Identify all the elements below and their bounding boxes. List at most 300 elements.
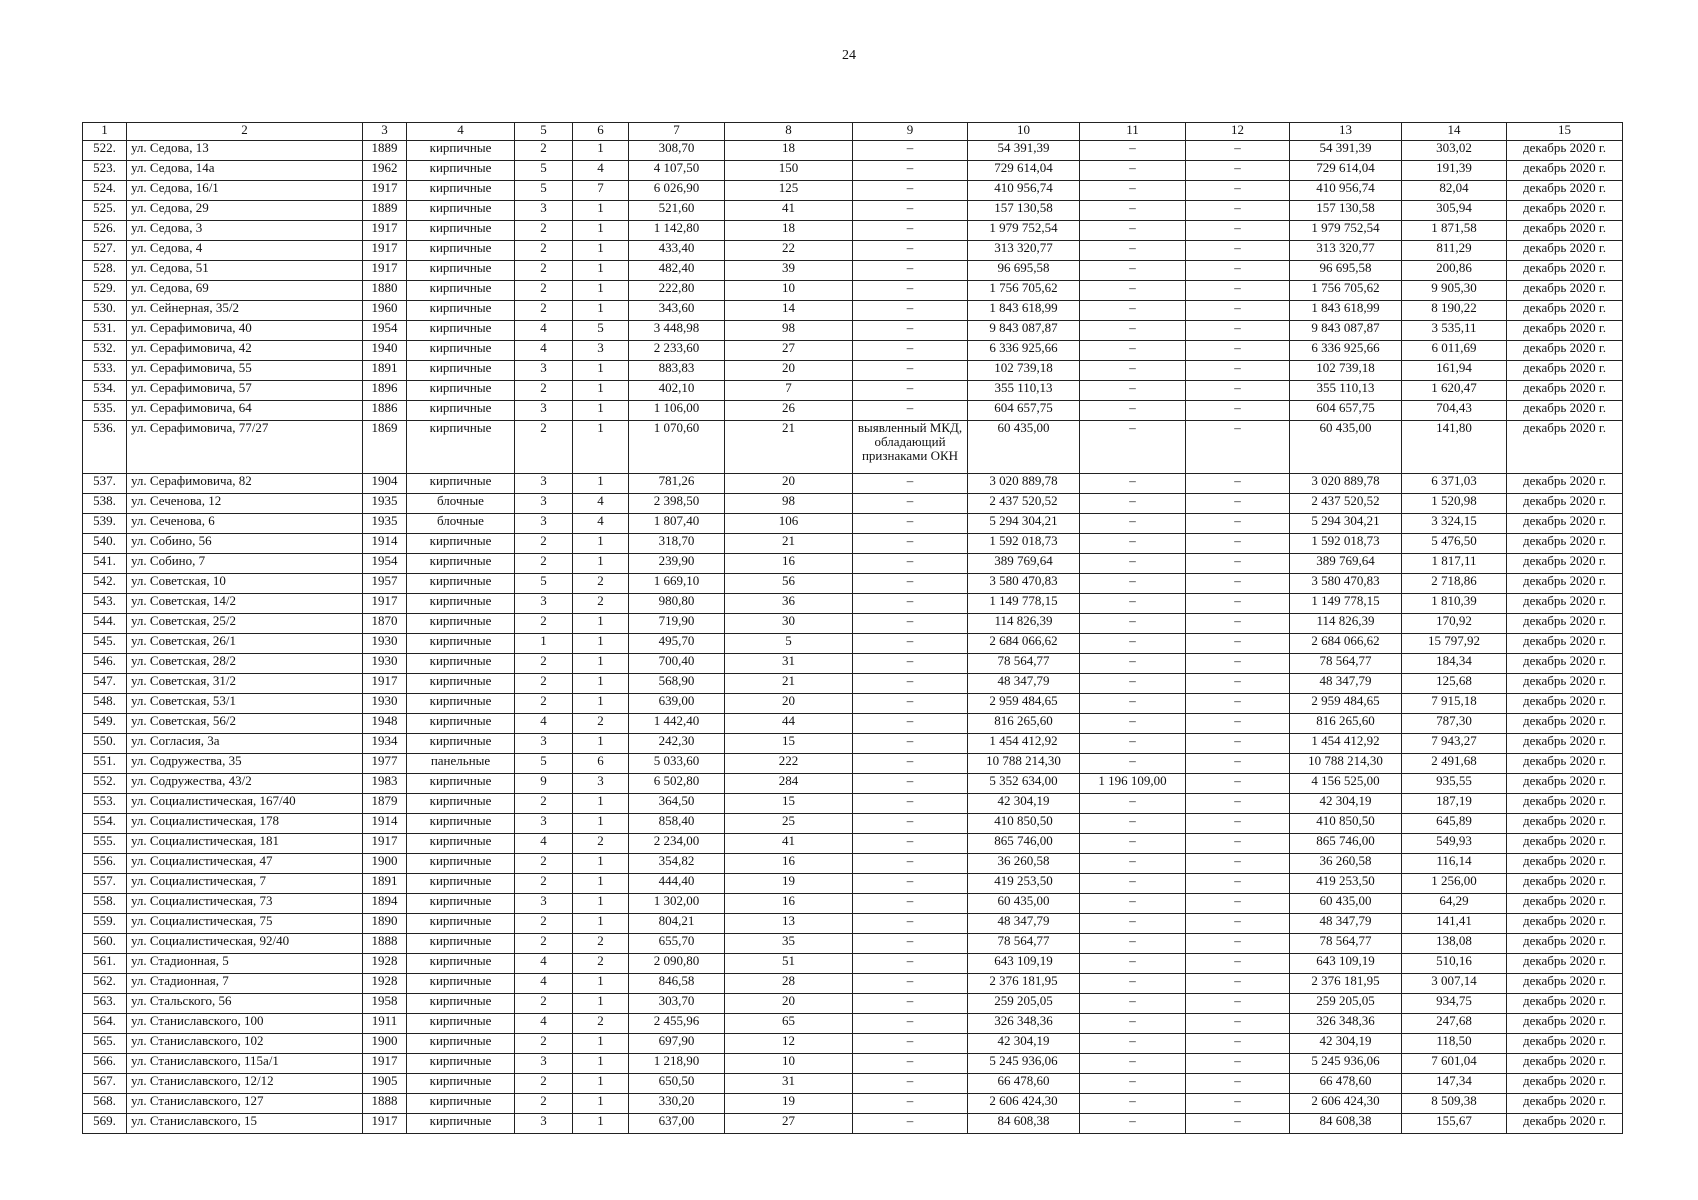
address-cell: ул. Социалистическая, 167/40: [127, 794, 363, 814]
total-cost-cell: 1 592 018,73: [968, 534, 1080, 554]
address-cell: ул. Стадионная, 7: [127, 974, 363, 994]
total-area-cell: 637,00: [629, 1114, 725, 1134]
address-cell: ул. Собино, 56: [127, 534, 363, 554]
row-number-cell: 556.: [83, 854, 127, 874]
total-cost-cell: 729 614,04: [968, 161, 1080, 181]
cost-per-sqm-cell: 811,29: [1402, 241, 1507, 261]
wall-material-cell: кирпичные: [407, 694, 515, 714]
entrances-cell: 3: [573, 774, 629, 794]
address-cell: ул. Стальского, 56: [127, 994, 363, 1014]
floors-cell: 2: [515, 241, 573, 261]
row-number-cell: 564.: [83, 1014, 127, 1034]
residents-cell: 12: [725, 1034, 853, 1054]
floors-cell: 4: [515, 321, 573, 341]
address-cell: ул. Серафимовича, 55: [127, 361, 363, 381]
completion-date-cell: декабрь 2020 г.: [1507, 1014, 1623, 1034]
completion-date-cell: декабрь 2020 г.: [1507, 994, 1623, 1014]
okn-status-cell: –: [853, 634, 968, 654]
column-header-15: 15: [1507, 123, 1623, 141]
wall-material-cell: кирпичные: [407, 221, 515, 241]
okn-status-cell: –: [853, 161, 968, 181]
row-number-cell: 538.: [83, 494, 127, 514]
total-area-cell: 364,50: [629, 794, 725, 814]
okn-status-cell: –: [853, 714, 968, 734]
total-cost-cell: 604 657,75: [968, 401, 1080, 421]
floors-cell: 3: [515, 201, 573, 221]
cost-col-12-cell: –: [1186, 874, 1290, 894]
year-built-cell: 1928: [363, 974, 407, 994]
cost-col-11-cell: –: [1080, 281, 1186, 301]
table-row: [83, 321, 1623, 341]
okn-status-cell: –: [853, 181, 968, 201]
okn-status-cell: –: [853, 381, 968, 401]
entrances-cell: 1: [573, 734, 629, 754]
wall-material-cell: кирпичные: [407, 954, 515, 974]
cost-col-13-cell: 4 156 525,00: [1290, 774, 1402, 794]
floors-cell: 4: [515, 341, 573, 361]
okn-status-cell: –: [853, 614, 968, 634]
column-header-6: 6: [573, 123, 629, 141]
row-number-cell: 532.: [83, 341, 127, 361]
cost-col-12-cell: –: [1186, 934, 1290, 954]
wall-material-cell: кирпичные: [407, 321, 515, 341]
floors-cell: 2: [515, 694, 573, 714]
total-cost-cell: 355 110,13: [968, 381, 1080, 401]
residents-cell: 10: [725, 281, 853, 301]
year-built-cell: 1983: [363, 774, 407, 794]
address-cell: ул. Седова, 29: [127, 201, 363, 221]
address-cell: ул. Стадионная, 5: [127, 954, 363, 974]
total-area-cell: 2 090,80: [629, 954, 725, 974]
address-cell: ул. Седова, 3: [127, 221, 363, 241]
total-cost-cell: 389 769,64: [968, 554, 1080, 574]
okn-status-cell: –: [853, 241, 968, 261]
year-built-cell: 1917: [363, 594, 407, 614]
floors-cell: 2: [515, 554, 573, 574]
cost-per-sqm-cell: 645,89: [1402, 814, 1507, 834]
address-cell: ул. Советская, 56/2: [127, 714, 363, 734]
cost-col-13-cell: 419 253,50: [1290, 874, 1402, 894]
residents-cell: 16: [725, 894, 853, 914]
residents-cell: 21: [725, 534, 853, 554]
table-row: [83, 574, 1623, 594]
row-number-cell: 535.: [83, 401, 127, 421]
total-cost-cell: 3 580 470,83: [968, 574, 1080, 594]
address-cell: ул. Серафимовича, 64: [127, 401, 363, 421]
table-row: [83, 1014, 1623, 1034]
table-row: [83, 714, 1623, 734]
address-cell: ул. Седова, 16/1: [127, 181, 363, 201]
column-header-11: 11: [1080, 123, 1186, 141]
floors-cell: 2: [515, 221, 573, 241]
total-cost-cell: 84 608,38: [968, 1114, 1080, 1134]
cost-per-sqm-cell: 935,55: [1402, 774, 1507, 794]
cost-col-11-cell: –: [1080, 514, 1186, 534]
floors-cell: 3: [515, 401, 573, 421]
okn-status-cell: –: [853, 474, 968, 494]
row-number-cell: 562.: [83, 974, 127, 994]
year-built-cell: 1954: [363, 554, 407, 574]
entrances-cell: 4: [573, 494, 629, 514]
cost-col-13-cell: 5 245 936,06: [1290, 1054, 1402, 1074]
residents-cell: 51: [725, 954, 853, 974]
residents-cell: 7: [725, 381, 853, 401]
address-cell: ул. Содружества, 35: [127, 754, 363, 774]
row-number-cell: 526.: [83, 221, 127, 241]
cost-col-12-cell: –: [1186, 281, 1290, 301]
wall-material-cell: кирпичные: [407, 554, 515, 574]
okn-status-cell: выявленный МКД, обладающий признаками ОКН: [853, 421, 968, 474]
total-area-cell: 639,00: [629, 694, 725, 714]
floors-cell: 2: [515, 281, 573, 301]
year-built-cell: 1917: [363, 1054, 407, 1074]
entrances-cell: 2: [573, 574, 629, 594]
address-cell: ул. Седова, 51: [127, 261, 363, 281]
table-row: [83, 834, 1623, 854]
year-built-cell: 1917: [363, 181, 407, 201]
cost-col-12-cell: –: [1186, 381, 1290, 401]
address-cell: ул. Серафимовича, 77/27: [127, 421, 363, 474]
cost-per-sqm-cell: 510,16: [1402, 954, 1507, 974]
cost-col-11-cell: –: [1080, 534, 1186, 554]
total-area-cell: 239,90: [629, 554, 725, 574]
address-cell: ул. Социалистическая, 181: [127, 834, 363, 854]
cost-col-11-cell: –: [1080, 381, 1186, 401]
cost-per-sqm-cell: 1 871,58: [1402, 221, 1507, 241]
total-cost-cell: 42 304,19: [968, 794, 1080, 814]
cost-col-13-cell: 96 695,58: [1290, 261, 1402, 281]
entrances-cell: 2: [573, 1014, 629, 1034]
row-number-cell: 529.: [83, 281, 127, 301]
entrances-cell: 2: [573, 934, 629, 954]
completion-date-cell: декабрь 2020 г.: [1507, 634, 1623, 654]
cost-col-11-cell: –: [1080, 321, 1186, 341]
cost-col-11-cell: –: [1080, 141, 1186, 161]
address-cell: ул. Социалистическая, 75: [127, 914, 363, 934]
cost-per-sqm-cell: 704,43: [1402, 401, 1507, 421]
total-area-cell: 2 455,96: [629, 1014, 725, 1034]
total-cost-cell: 78 564,77: [968, 934, 1080, 954]
total-cost-cell: 2 606 424,30: [968, 1094, 1080, 1114]
total-cost-cell: 2 437 520,52: [968, 494, 1080, 514]
address-cell: ул. Станиславского, 12/12: [127, 1074, 363, 1094]
residents-cell: 56: [725, 574, 853, 594]
row-number-cell: 550.: [83, 734, 127, 754]
year-built-cell: 1891: [363, 874, 407, 894]
cost-col-13-cell: 102 739,18: [1290, 361, 1402, 381]
entrances-cell: 1: [573, 421, 629, 474]
table-row: [83, 1114, 1623, 1134]
cost-per-sqm-cell: 6 011,69: [1402, 341, 1507, 361]
entrances-cell: 1: [573, 614, 629, 634]
year-built-cell: 1914: [363, 814, 407, 834]
row-number-cell: 548.: [83, 694, 127, 714]
column-header-3: 3: [363, 123, 407, 141]
okn-status-cell: –: [853, 594, 968, 614]
table-row: [83, 474, 1623, 494]
table-row: [83, 934, 1623, 954]
table-row: [83, 554, 1623, 574]
total-cost-cell: 1 843 618,99: [968, 301, 1080, 321]
total-area-cell: 521,60: [629, 201, 725, 221]
completion-date-cell: декабрь 2020 г.: [1507, 954, 1623, 974]
entrances-cell: 1: [573, 1034, 629, 1054]
cost-per-sqm-cell: 2 718,86: [1402, 574, 1507, 594]
cost-per-sqm-cell: 118,50: [1402, 1034, 1507, 1054]
cost-per-sqm-cell: 934,75: [1402, 994, 1507, 1014]
row-number-cell: 557.: [83, 874, 127, 894]
entrances-cell: 7: [573, 181, 629, 201]
wall-material-cell: кирпичные: [407, 1094, 515, 1114]
entrances-cell: 1: [573, 301, 629, 321]
year-built-cell: 1917: [363, 1114, 407, 1134]
total-area-cell: 700,40: [629, 654, 725, 674]
okn-status-cell: –: [853, 281, 968, 301]
entrances-cell: 1: [573, 534, 629, 554]
cost-col-11-cell: –: [1080, 1014, 1186, 1034]
cost-col-12-cell: –: [1186, 694, 1290, 714]
address-cell: ул. Социалистическая, 92/40: [127, 934, 363, 954]
cost-col-13-cell: 5 294 304,21: [1290, 514, 1402, 534]
cost-per-sqm-cell: 305,94: [1402, 201, 1507, 221]
address-cell: ул. Серафимовича, 40: [127, 321, 363, 341]
total-area-cell: 330,20: [629, 1094, 725, 1114]
table-row: [83, 534, 1623, 554]
table-row: [83, 201, 1623, 221]
table-header: [83, 123, 1623, 141]
cost-col-12-cell: –: [1186, 774, 1290, 794]
cost-col-11-cell: 1 196 109,00: [1080, 774, 1186, 794]
row-number-cell: 527.: [83, 241, 127, 261]
cost-col-12-cell: –: [1186, 714, 1290, 734]
year-built-cell: 1962: [363, 161, 407, 181]
row-number-cell: 554.: [83, 814, 127, 834]
table-row: [83, 654, 1623, 674]
cost-col-11-cell: –: [1080, 634, 1186, 654]
floors-cell: 5: [515, 754, 573, 774]
residents-cell: 16: [725, 554, 853, 574]
cost-col-11-cell: –: [1080, 614, 1186, 634]
wall-material-cell: кирпичные: [407, 934, 515, 954]
address-cell: ул. Серафимовича, 57: [127, 381, 363, 401]
row-number-cell: 545.: [83, 634, 127, 654]
year-built-cell: 1940: [363, 341, 407, 361]
row-number-cell: 565.: [83, 1034, 127, 1054]
cost-col-12-cell: –: [1186, 201, 1290, 221]
floors-cell: 5: [515, 181, 573, 201]
row-number-cell: 553.: [83, 794, 127, 814]
total-cost-cell: 66 478,60: [968, 1074, 1080, 1094]
row-number-cell: 555.: [83, 834, 127, 854]
address-cell: ул. Советская, 28/2: [127, 654, 363, 674]
total-area-cell: 354,82: [629, 854, 725, 874]
total-cost-cell: 60 435,00: [968, 421, 1080, 474]
year-built-cell: 1904: [363, 474, 407, 494]
residents-cell: 15: [725, 794, 853, 814]
cost-col-13-cell: 259 205,05: [1290, 994, 1402, 1014]
cost-col-12-cell: –: [1186, 974, 1290, 994]
wall-material-cell: панельные: [407, 754, 515, 774]
okn-status-cell: –: [853, 734, 968, 754]
table-row: [83, 494, 1623, 514]
cost-per-sqm-cell: 141,80: [1402, 421, 1507, 474]
wall-material-cell: кирпичные: [407, 634, 515, 654]
cost-per-sqm-cell: 549,93: [1402, 834, 1507, 854]
wall-material-cell: кирпичные: [407, 794, 515, 814]
cost-per-sqm-cell: 1 810,39: [1402, 594, 1507, 614]
address-cell: ул. Станиславского, 100: [127, 1014, 363, 1034]
cost-col-11-cell: –: [1080, 794, 1186, 814]
total-area-cell: 495,70: [629, 634, 725, 654]
year-built-cell: 1886: [363, 401, 407, 421]
cost-col-11-cell: –: [1080, 914, 1186, 934]
total-area-cell: 883,83: [629, 361, 725, 381]
total-cost-cell: 96 695,58: [968, 261, 1080, 281]
cost-per-sqm-cell: 1 620,47: [1402, 381, 1507, 401]
cost-col-12-cell: –: [1186, 1094, 1290, 1114]
cost-col-11-cell: –: [1080, 1054, 1186, 1074]
okn-status-cell: –: [853, 934, 968, 954]
cost-per-sqm-cell: 1 817,11: [1402, 554, 1507, 574]
cost-col-13-cell: 78 564,77: [1290, 654, 1402, 674]
entrances-cell: 3: [573, 341, 629, 361]
row-number-cell: 568.: [83, 1094, 127, 1114]
total-cost-cell: 2 684 066,62: [968, 634, 1080, 654]
residents-cell: 10: [725, 1054, 853, 1074]
entrances-cell: 1: [573, 814, 629, 834]
cost-per-sqm-cell: 247,68: [1402, 1014, 1507, 1034]
cost-col-12-cell: –: [1186, 534, 1290, 554]
total-cost-cell: 259 205,05: [968, 994, 1080, 1014]
completion-date-cell: декабрь 2020 г.: [1507, 401, 1623, 421]
residents-cell: 14: [725, 301, 853, 321]
year-built-cell: 1954: [363, 321, 407, 341]
okn-status-cell: –: [853, 1114, 968, 1134]
okn-status-cell: –: [853, 1074, 968, 1094]
row-number-cell: 560.: [83, 934, 127, 954]
cost-col-11-cell: –: [1080, 1114, 1186, 1134]
total-area-cell: 433,40: [629, 241, 725, 261]
address-cell: ул. Собино, 7: [127, 554, 363, 574]
floors-cell: 2: [515, 934, 573, 954]
completion-date-cell: декабрь 2020 г.: [1507, 161, 1623, 181]
floors-cell: 2: [515, 534, 573, 554]
floors-cell: 2: [515, 1034, 573, 1054]
floors-cell: 2: [515, 301, 573, 321]
cost-col-11-cell: –: [1080, 401, 1186, 421]
table-row: [83, 381, 1623, 401]
cost-col-13-cell: 60 435,00: [1290, 421, 1402, 474]
cost-col-13-cell: 604 657,75: [1290, 401, 1402, 421]
total-cost-cell: 865 746,00: [968, 834, 1080, 854]
cost-col-11-cell: –: [1080, 754, 1186, 774]
floors-cell: 3: [515, 734, 573, 754]
completion-date-cell: декабрь 2020 г.: [1507, 854, 1623, 874]
cost-per-sqm-cell: 787,30: [1402, 714, 1507, 734]
year-built-cell: 1900: [363, 854, 407, 874]
cost-col-13-cell: 410 850,50: [1290, 814, 1402, 834]
completion-date-cell: декабрь 2020 г.: [1507, 614, 1623, 634]
row-number-cell: 551.: [83, 754, 127, 774]
residents-cell: 36: [725, 594, 853, 614]
cost-col-11-cell: –: [1080, 954, 1186, 974]
year-built-cell: 1917: [363, 674, 407, 694]
wall-material-cell: кирпичные: [407, 1054, 515, 1074]
completion-date-cell: декабрь 2020 г.: [1507, 554, 1623, 574]
year-built-cell: 1935: [363, 494, 407, 514]
cost-col-12-cell: –: [1186, 754, 1290, 774]
table-row: [83, 181, 1623, 201]
cost-per-sqm-cell: 170,92: [1402, 614, 1507, 634]
entrances-cell: 1: [573, 381, 629, 401]
residents-cell: 106: [725, 514, 853, 534]
completion-date-cell: декабрь 2020 г.: [1507, 261, 1623, 281]
row-number-cell: 534.: [83, 381, 127, 401]
cost-col-11-cell: –: [1080, 474, 1186, 494]
wall-material-cell: кирпичные: [407, 381, 515, 401]
wall-material-cell: блочные: [407, 514, 515, 534]
okn-status-cell: –: [853, 914, 968, 934]
entrances-cell: 1: [573, 694, 629, 714]
cost-col-12-cell: –: [1186, 634, 1290, 654]
address-cell: ул. Содружества, 43/2: [127, 774, 363, 794]
residents-cell: 20: [725, 361, 853, 381]
wall-material-cell: кирпичные: [407, 161, 515, 181]
cost-col-11-cell: –: [1080, 241, 1186, 261]
entrances-cell: 2: [573, 834, 629, 854]
total-cost-cell: 114 826,39: [968, 614, 1080, 634]
column-header-4: 4: [407, 123, 515, 141]
completion-date-cell: декабрь 2020 г.: [1507, 1054, 1623, 1074]
table-row: [83, 794, 1623, 814]
year-built-cell: 1889: [363, 141, 407, 161]
completion-date-cell: декабрь 2020 г.: [1507, 874, 1623, 894]
completion-date-cell: декабрь 2020 г.: [1507, 914, 1623, 934]
entrances-cell: 1: [573, 874, 629, 894]
floors-cell: 1: [515, 634, 573, 654]
residents-cell: 27: [725, 1114, 853, 1134]
wall-material-cell: кирпичные: [407, 301, 515, 321]
entrances-cell: 1: [573, 201, 629, 221]
column-header-1: 1: [83, 123, 127, 141]
total-area-cell: 804,21: [629, 914, 725, 934]
address-cell: ул. Советская, 31/2: [127, 674, 363, 694]
cost-col-11-cell: –: [1080, 594, 1186, 614]
total-area-cell: 719,90: [629, 614, 725, 634]
wall-material-cell: кирпичные: [407, 854, 515, 874]
row-number-cell: 541.: [83, 554, 127, 574]
cost-col-13-cell: 60 435,00: [1290, 894, 1402, 914]
residents-cell: 31: [725, 1074, 853, 1094]
entrances-cell: 1: [573, 654, 629, 674]
residents-cell: 27: [725, 341, 853, 361]
residents-cell: 13: [725, 914, 853, 934]
total-cost-cell: 5 245 936,06: [968, 1054, 1080, 1074]
table-row: [83, 161, 1623, 181]
total-cost-cell: 2 376 181,95: [968, 974, 1080, 994]
cost-col-12-cell: –: [1186, 834, 1290, 854]
table-row: [83, 1054, 1623, 1074]
entrances-cell: 4: [573, 161, 629, 181]
cost-col-12-cell: –: [1186, 261, 1290, 281]
entrances-cell: 5: [573, 321, 629, 341]
wall-material-cell: кирпичные: [407, 714, 515, 734]
completion-date-cell: декабрь 2020 г.: [1507, 381, 1623, 401]
floors-cell: 4: [515, 714, 573, 734]
cost-col-13-cell: 2 959 484,65: [1290, 694, 1402, 714]
cost-col-13-cell: 3 580 470,83: [1290, 574, 1402, 594]
cost-col-12-cell: –: [1186, 321, 1290, 341]
